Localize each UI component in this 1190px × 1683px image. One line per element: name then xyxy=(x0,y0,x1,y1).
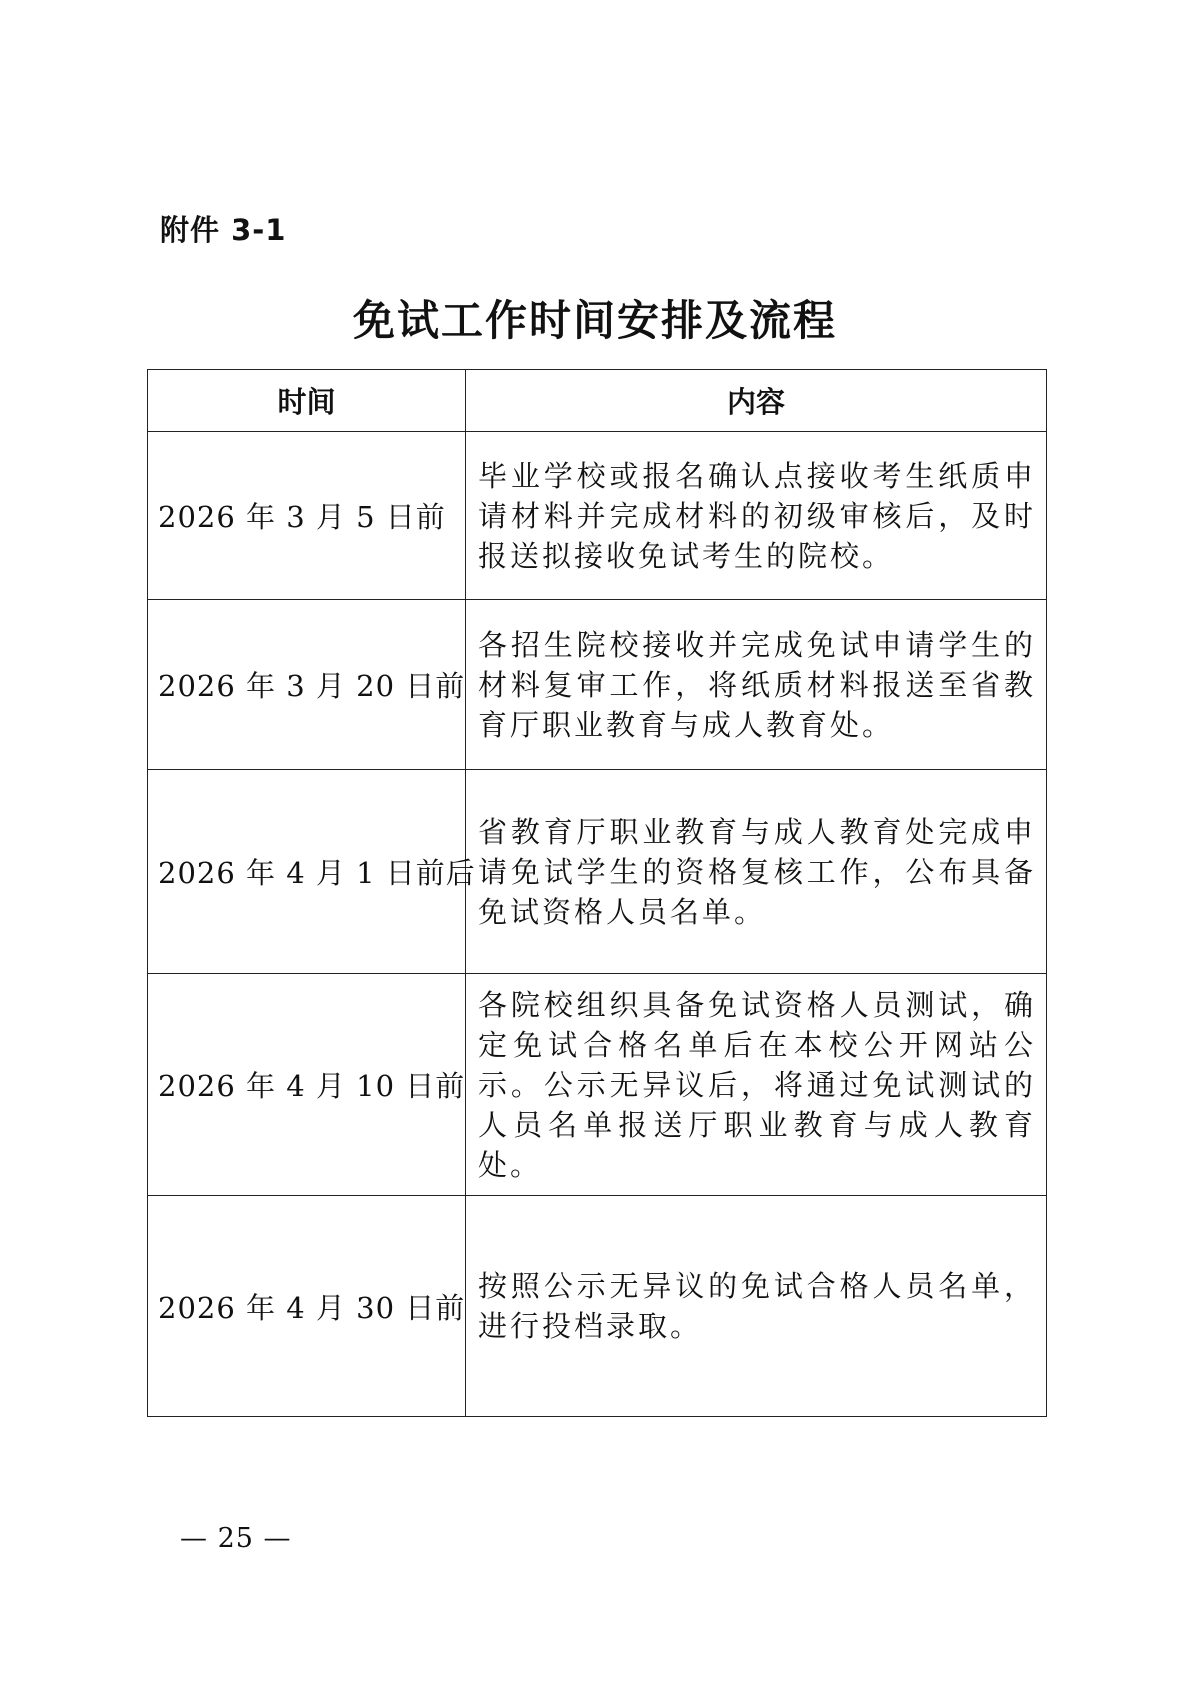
content-cell: 省教育厅职业教育与成人教育处完成申请免试学生的资格复核工作，公布具备免试资格人员名单。 xyxy=(466,770,1047,974)
header-content: 内容 xyxy=(466,370,1047,432)
time-cell: 2026 年 4 月 30 日前 xyxy=(148,1196,466,1417)
time-cell: 2026 年 3 月 20 日前 xyxy=(148,600,466,770)
header-time: 时间 xyxy=(148,370,466,432)
table-header-row xyxy=(148,370,1047,432)
table-row xyxy=(148,600,1047,770)
time-cell: 2026 年 4 月 10 日前 xyxy=(148,974,466,1196)
content-cell: 各院校组织具备免试资格人员测试，确定免试合格名单后在本校公开网站公示。公示无异议后，将通过免试测试的人员名单报送厅职业教育与成人教育处。 xyxy=(466,974,1047,1196)
attachment-label: 附件 3-1 xyxy=(160,213,287,247)
table-row xyxy=(148,770,1047,974)
schedule-table xyxy=(147,369,1047,1417)
table-row xyxy=(148,432,1047,600)
time-cell: 2026 年 3 月 5 日前 xyxy=(148,432,466,600)
table-row xyxy=(148,1196,1047,1417)
document-title: 免试工作时间安排及流程 xyxy=(352,296,837,345)
content-cell: 各招生院校接收并完成免试申请学生的材料复审工作，将纸质材料报送至省教育厅职业教育与成人教育处。 xyxy=(466,600,1047,770)
table-row xyxy=(148,974,1047,1196)
content-cell: 毕业学校或报名确认点接收考生纸质申请材料并完成材料的初级审核后，及时报送拟接收免试考生的院校。 xyxy=(466,432,1047,600)
time-cell: 2026 年 4 月 1 日前后 xyxy=(148,770,466,974)
content-cell: 按照公示无异议的免试合格人员名单，进行投档录取。 xyxy=(466,1196,1047,1417)
page-number: — 25 — xyxy=(180,1523,292,1554)
